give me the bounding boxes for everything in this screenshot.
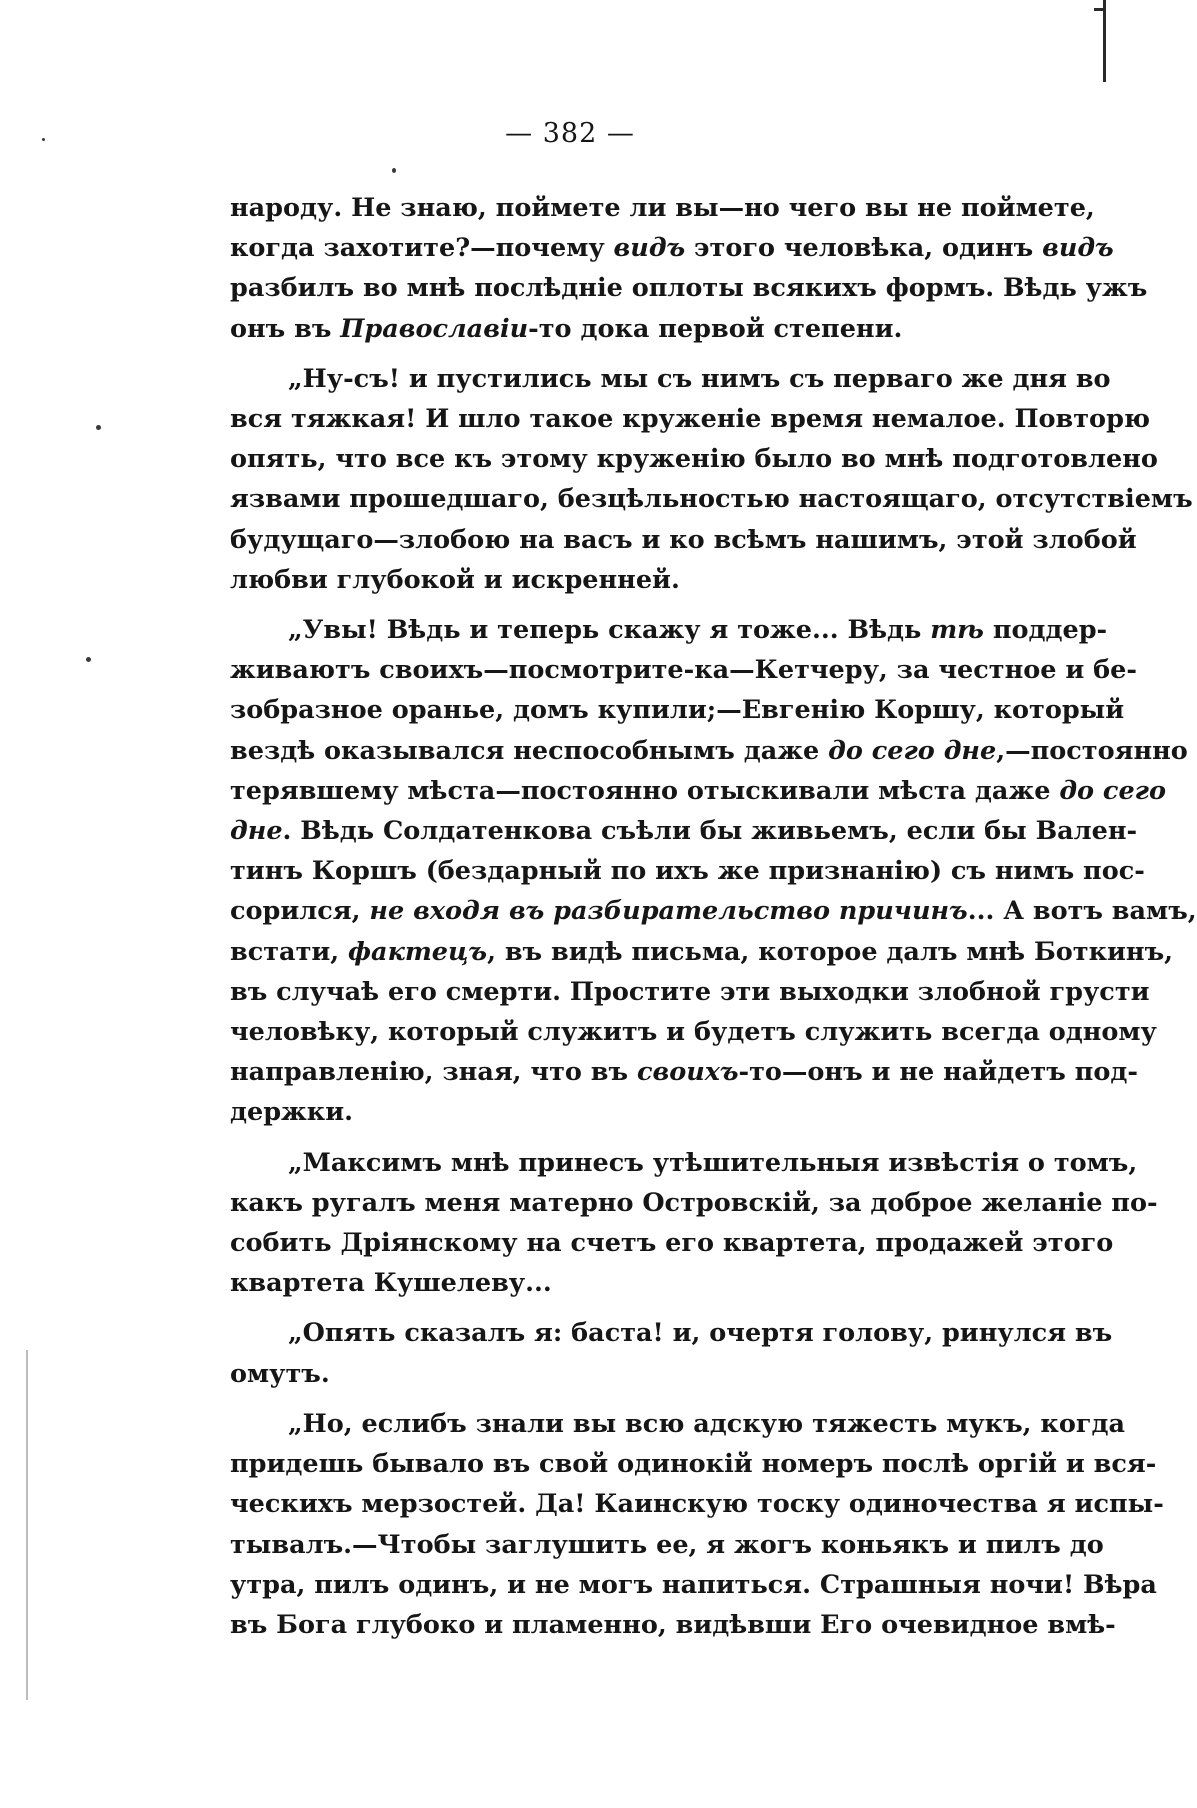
text-line: встати, фактецъ, въ видѣ письма, которое далъ мнѣ Боткинъ,: [230, 936, 1174, 967]
text-line: живаютъ своихъ—посмотрите-ка—Кетчеру, за честное и бе-: [230, 655, 1137, 686]
text-line: тинъ Коршъ (бездарный по ихъ же признанію) съ нимъ пос-: [230, 856, 1145, 887]
paragraph: [230, 1313, 1113, 1393]
text-line: терявшему мѣста—постоянно отыскивали мѣста даже до сего: [230, 775, 1167, 806]
scan-speck: [96, 425, 101, 430]
text-line: будущаго—злобою на васъ и ко всѣмъ нашимъ, этой злобой: [230, 524, 1137, 555]
text-line: онъ въ Православіи-то дока первой степени.: [230, 313, 903, 344]
text-line: зобразное оранье, домъ купили;—Евгенію Коршу, который: [230, 695, 1125, 726]
text-line: сорился, не входя въ разбирательство причинъ... А вотъ вамъ,: [230, 896, 1197, 927]
text-line: въ Бога глубоко и пламенно, видѣвши Его очевидное вмѣ-: [230, 1609, 1116, 1640]
text-line: разбилъ во мнѣ послѣдніе оплоты всякихъ формъ. Вѣдь ужъ: [230, 273, 1148, 304]
text-line: человѣку, который служитъ и будетъ служить всегда одному: [230, 1017, 1157, 1048]
paragraph: [230, 610, 1197, 1133]
text-line: дне. Вѣдь Солдатенкова съѣли бы живьемъ, если бы Вален-: [230, 816, 1138, 847]
scan-speck: [86, 657, 91, 662]
text-line: „Но, еслибъ знали вы всю адскую тяжесть мукъ, когда: [288, 1408, 1125, 1439]
paragraph: [230, 1143, 1158, 1304]
text-line: вся тяжкая! И шло такое круженіе время немалое. Повторю: [230, 404, 1151, 435]
text-line: придешь бывало въ свой одинокій номеръ послѣ оргій и вся-: [230, 1449, 1157, 1480]
paragraph: [230, 188, 1148, 349]
text-line: когда захотите?—почему видъ этого человѣка, одинъ видъ: [230, 233, 1114, 264]
text-line: вездѣ оказывался неспособнымъ даже до сего дне,—постоянно: [230, 735, 1188, 766]
text-line: утра, пилъ одинъ, и не могъ напиться. Страшныя ночи! Вѣра: [230, 1569, 1157, 1600]
text-line: какъ ругалъ меня матерно Островскій, за доброе желаніе по-: [230, 1187, 1158, 1218]
text-line: омутъ.: [230, 1358, 330, 1389]
scan-speck: [392, 168, 396, 173]
text-line: квартета Кушелеву...: [230, 1268, 552, 1299]
paragraph: [230, 1404, 1164, 1645]
text-line: опять, что все къ этому круженію было во мнѣ подготовлено: [230, 444, 1158, 475]
text-line: „Опять сказалъ я: баста! и, очертя голову, ринулся въ: [288, 1318, 1113, 1349]
text-line: держки.: [230, 1097, 354, 1128]
text-line: въ случаѣ его смерти. Простите эти выходки злобной грусти: [230, 976, 1150, 1007]
body-text: [230, 188, 1197, 1655]
text-line: тывалъ.—Чтобы заглушить ее, я жогъ коньякъ и пилъ до: [230, 1529, 1104, 1560]
scan-edge-mark-top: [1094, 8, 1106, 11]
text-line: направленію, зная, что въ своихъ-то—онъ и не найдетъ под-: [230, 1057, 1138, 1088]
text-line: „Ну-съ! и пустились мы съ нимъ съ перваго же дня во: [288, 363, 1111, 394]
text-line: ческихъ мерзостей. Да! Каинскую тоску одиночества я испы-: [230, 1489, 1164, 1520]
text-line: язвами прошедшаго, безцѣльностью настоящаго, отсутствіемъ: [230, 484, 1193, 515]
text-line: „Увы! Вѣдь и теперь скажу я тоже... Вѣдь тѣ поддер-: [288, 615, 1108, 646]
page-number: — 382 —: [505, 118, 635, 149]
text-line: „Максимъ мнѣ принесъ утѣшительныя извѣстія о томъ,: [288, 1147, 1138, 1178]
text-line: любви глубокой и искренней.: [230, 564, 680, 595]
text-line: собить Дріянскому на счетъ его квартета, продажей этого: [230, 1228, 1114, 1259]
scan-edge-mark: [1103, 0, 1106, 82]
paragraph: [230, 359, 1193, 600]
scan-left-edge: [26, 1350, 28, 1700]
text-line: народу. Не знаю, поймете ли вы—но чего вы не поймете,: [230, 193, 1095, 223]
